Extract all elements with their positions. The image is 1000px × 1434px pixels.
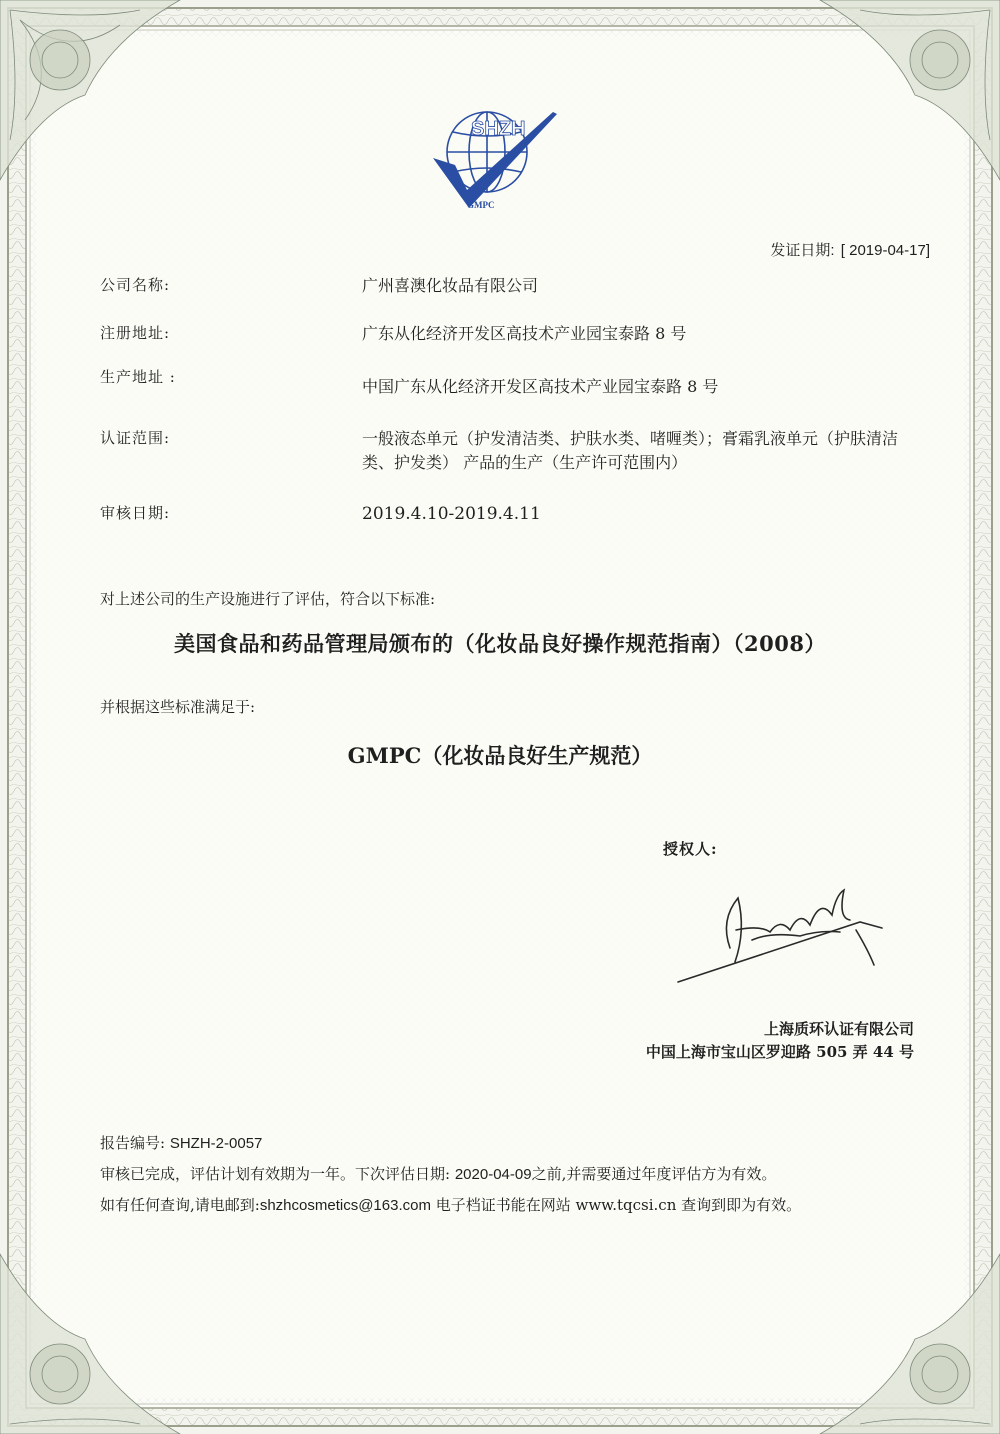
query-text-pre: 如有任何查询,请电邮到: <box>100 1196 260 1214</box>
issue-date <box>770 239 930 260</box>
gmpc-title: GMPC（化妆品良好生产规范） <box>347 743 653 768</box>
company-name-value: 广州喜澳化妆品有限公司 <box>362 276 539 295</box>
standard-title: 美国食品和药品管理局颁布的（化妆品良好操作规范指南）（2008） <box>174 631 826 656</box>
authorized-label: 授权人: <box>663 840 718 858</box>
validity-text-pre: 审核已完成，评估计划有效期为一年。下次评估日期: <box>100 1165 451 1183</box>
audit-date-value: 2019.4.10-2019.4.11 <box>362 504 541 524</box>
production-address-label: 生产地址 : <box>100 368 176 386</box>
validity-line <box>100 1159 801 1190</box>
issuer-address: 中国上海市宝山区罗迎路 505 弄 44 号 <box>645 1043 914 1061</box>
logo-subtext: GMPC <box>467 200 495 210</box>
company-name-label: 公司名称: <box>100 276 171 294</box>
according-statement: 并根据这些标准满足于: <box>100 698 256 716</box>
footer-block <box>100 1128 801 1221</box>
scope-value: 一般液态单元（护发清洁类、护肤水类、啫喱类）；膏霜乳液单元（护肤清洁类、护发类） 产品的生产（生产许可范围内） <box>362 429 899 472</box>
registered-address-value: 广东从化经济开发区高技术产业园宝泰路 8 号 <box>362 324 687 343</box>
query-email-link[interactable]: shzhcosmetics@163.com <box>259 1197 431 1214</box>
report-number-value: SHZH-2-0057 <box>169 1135 263 1152</box>
signature <box>660 870 895 995</box>
report-number-label: 报告编号: <box>100 1134 166 1152</box>
shzh-gmpc-logo <box>425 100 560 220</box>
issuer-block <box>646 1018 914 1064</box>
logo-text: SHZH <box>471 118 526 140</box>
report-number-line <box>100 1128 801 1159</box>
issuer-name: 上海质环认证有限公司 <box>763 1020 914 1038</box>
registered-address-label: 注册地址: <box>100 324 171 342</box>
production-address-value: 中国广东从化经济开发区高技术产业园宝泰路 8 号 <box>362 377 719 396</box>
assessment-statement: 对上述公司的生产设施进行了评估，符合以下标准: <box>100 590 436 608</box>
issue-date-label: 发证日期: <box>770 242 835 259</box>
scope-label: 认证范围: <box>100 429 171 447</box>
query-text-post: 电子档证书能在网站 www.tqcsi.cn 查询到即为有效。 <box>435 1196 802 1214</box>
next-assessment-date: 2020-04-09 <box>454 1166 532 1183</box>
audit-date-label: 审核日期: <box>100 504 171 522</box>
issue-date-value: [ 2019-04-17] <box>840 242 930 259</box>
validity-text-post: 之前,并需要通过年度评估方为有效。 <box>531 1165 777 1183</box>
query-line <box>100 1190 801 1221</box>
